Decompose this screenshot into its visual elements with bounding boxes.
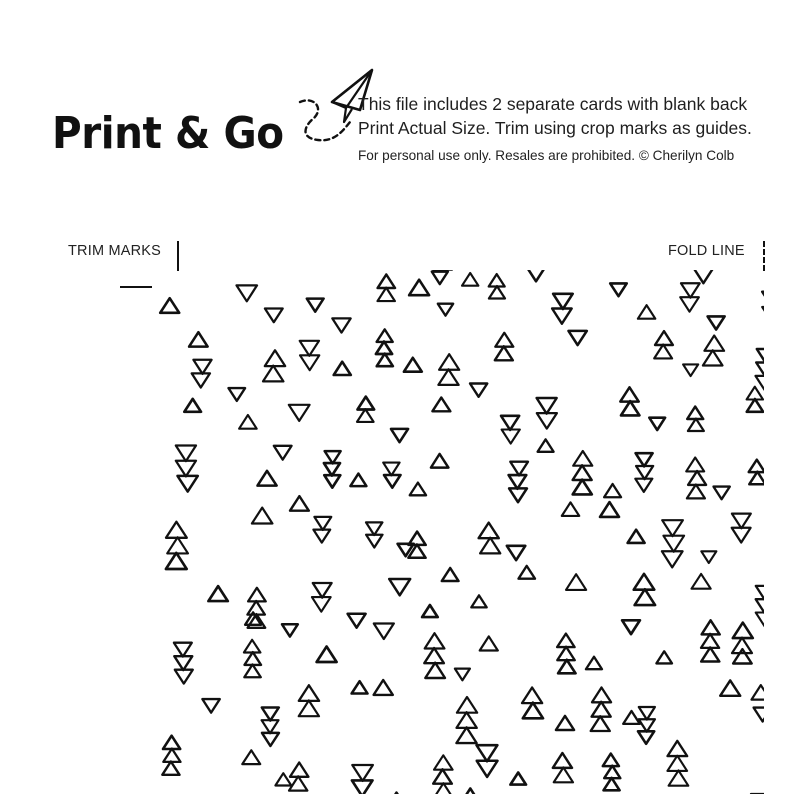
triangle-shape <box>192 373 210 387</box>
triangle-shape <box>502 430 520 444</box>
triangle-shape <box>324 475 340 487</box>
triangle-shape <box>638 305 655 319</box>
triangle-shape <box>569 331 587 345</box>
triangle-shape <box>656 651 672 663</box>
triangle-shape <box>636 453 653 466</box>
triangle-shape <box>703 350 723 365</box>
triangle-shape <box>668 741 688 756</box>
triangle-shape <box>693 270 714 283</box>
logo-wordmark: Print & Go <box>52 108 284 159</box>
triangle-shape <box>747 387 763 400</box>
triangle-shape <box>378 288 395 302</box>
triangle-shape <box>438 369 458 385</box>
triangle-shape <box>522 688 542 704</box>
triangle-shape <box>389 579 410 595</box>
triangle-shape <box>628 530 645 543</box>
info-copyright-line: For personal use only. Resales are prohibited. © Cherilyn Colb <box>358 148 735 163</box>
triangle-shape <box>456 727 476 743</box>
triangle-shape <box>554 767 573 782</box>
triangle-shape <box>462 789 478 794</box>
triangle-shape <box>538 439 554 451</box>
triangle-shape <box>377 354 393 367</box>
triangle-shape <box>162 762 179 775</box>
triangle-pattern-drawing <box>150 270 764 794</box>
triangle-shape <box>604 484 621 497</box>
trim-mark-vertical <box>177 241 179 271</box>
info-print-line: Print Actual Size. Trim using crop marks as guides. <box>358 118 752 138</box>
triangle-shape <box>480 538 500 554</box>
fold-line-label: FOLD LINE <box>668 243 745 259</box>
triangle-shape <box>733 623 753 639</box>
triangle-shape <box>184 399 201 412</box>
triangle-shape <box>325 451 341 463</box>
triangle-shape <box>509 475 527 489</box>
triangle-shape <box>733 649 752 663</box>
triangle-shape <box>489 274 505 286</box>
triangle-shape <box>639 719 655 732</box>
triangle-shape <box>313 530 330 543</box>
triangle-shape <box>262 708 279 721</box>
triangle-shape <box>586 657 602 670</box>
triangle-shape <box>562 502 579 516</box>
triangle-shape <box>178 476 198 492</box>
triangle-shape <box>523 703 543 719</box>
triangle-shape <box>378 275 395 289</box>
triangle-shape <box>404 358 422 372</box>
triangle-shape <box>384 475 401 488</box>
triangle-shape <box>252 508 273 524</box>
triangle-shape <box>433 769 452 783</box>
triangle-shape <box>263 366 283 382</box>
triangle-shape <box>527 270 545 281</box>
triangle-shape <box>662 551 683 567</box>
triangle-shape <box>714 487 730 500</box>
triangle-shape <box>510 462 528 476</box>
triangle-shape <box>756 586 764 600</box>
triangle-shape <box>537 413 557 429</box>
print-and-go-logo <box>52 62 342 182</box>
triangle-shape <box>604 778 620 791</box>
triangle-shape <box>667 756 687 771</box>
triangle-shape <box>312 597 331 612</box>
triangle-shape <box>409 280 429 296</box>
triangle-shape <box>314 517 331 530</box>
triangle-shape <box>537 398 557 414</box>
triangle-shape <box>489 286 505 298</box>
triangle-shape <box>377 329 393 342</box>
triangle-shape <box>352 780 373 794</box>
triangle-shape <box>300 341 319 356</box>
triangle-shape <box>470 384 487 397</box>
triangle-shape <box>604 766 620 779</box>
triangle-shape <box>681 283 700 297</box>
triangle-shape <box>603 754 619 767</box>
triangle-shape <box>757 349 764 363</box>
triangle-shape <box>438 304 453 316</box>
triangle-shape <box>174 643 192 657</box>
triangle-shape <box>332 318 350 332</box>
triangle-shape <box>639 707 655 720</box>
triangle-shape <box>265 309 283 323</box>
triangle-shape <box>175 670 193 684</box>
triangle-shape <box>275 773 291 785</box>
triangle-shape <box>762 307 764 323</box>
triangle-shape <box>242 750 260 764</box>
triangle-shape <box>635 589 656 605</box>
triangle-shape <box>687 485 705 499</box>
triangle-shape <box>425 663 445 678</box>
triangle-shape <box>324 463 340 476</box>
triangle-shape <box>274 446 292 460</box>
triangle-shape <box>655 331 673 345</box>
triangle-shape <box>366 535 382 548</box>
triangle-shape <box>265 350 285 366</box>
triangle-shape <box>756 599 764 613</box>
triangle-shape <box>290 763 308 777</box>
triangle-shape <box>334 362 351 375</box>
triangle-shape <box>592 702 611 717</box>
triangle-shape <box>701 634 719 648</box>
triangle-shape <box>383 463 399 476</box>
triangle-shape <box>357 409 374 422</box>
triangle-shape <box>409 532 426 545</box>
triangle-shape <box>244 640 261 653</box>
triangle-shape <box>701 551 716 563</box>
card-triangle-pattern <box>150 270 764 794</box>
triangle-shape <box>431 454 449 468</box>
triangle-shape <box>457 712 477 728</box>
triangle-shape <box>752 685 765 700</box>
triangle-shape <box>442 568 459 581</box>
triangle-shape <box>202 699 219 713</box>
triangle-shape <box>686 458 704 472</box>
triangle-shape <box>749 460 764 472</box>
triangle-shape <box>638 731 654 744</box>
triangle-shape <box>366 522 382 535</box>
triangle-shape <box>237 285 258 301</box>
triangle-shape <box>477 745 498 761</box>
triangle-shape <box>432 272 448 285</box>
triangle-shape <box>507 546 526 560</box>
triangle-shape <box>477 761 498 777</box>
triangle-shape <box>166 522 187 538</box>
triangle-shape <box>553 294 573 309</box>
triangle-shape <box>462 273 478 286</box>
triangle-shape <box>350 474 366 487</box>
triangle-shape <box>229 388 246 401</box>
triangle-shape <box>290 496 309 511</box>
triangle-shape <box>756 363 764 377</box>
triangle-shape <box>167 537 188 553</box>
triangle-shape <box>558 660 575 674</box>
triangle-shape <box>557 647 575 661</box>
triangle-shape <box>702 620 720 634</box>
triangle-shape <box>662 520 683 536</box>
triangle-shape <box>176 446 196 462</box>
triangle-shape <box>732 528 751 543</box>
triangle-shape <box>704 336 724 351</box>
triangle-shape <box>163 749 180 762</box>
triangle-shape <box>756 376 765 390</box>
triangle-shape <box>501 416 519 430</box>
triangle-shape <box>455 669 470 681</box>
triangle-shape <box>732 514 751 529</box>
triangle-shape <box>174 656 192 670</box>
triangle-shape <box>749 472 764 485</box>
triangle-shape <box>300 355 319 370</box>
triangle-shape <box>376 342 392 355</box>
triangle-shape <box>495 346 513 360</box>
triangle-shape <box>573 480 592 495</box>
triangle-shape <box>557 634 575 648</box>
triangle-shape <box>245 652 262 665</box>
triangle-shape <box>258 471 277 486</box>
triangle-shape <box>622 620 640 634</box>
triangle-shape <box>307 299 324 312</box>
info-cards-line: This file includes 2 separate cards with blank back <box>358 94 748 114</box>
triangle-shape <box>208 586 227 601</box>
triangle-shape <box>262 733 279 746</box>
triangle-shape <box>747 399 764 412</box>
triangle-shape <box>289 776 307 790</box>
triangle-shape <box>410 483 426 496</box>
triangle-shape <box>480 636 498 650</box>
triangle-shape <box>471 595 486 607</box>
triangle-shape <box>457 697 477 713</box>
triangle-shape <box>239 415 257 429</box>
triangle-shape <box>248 588 266 602</box>
triangle-shape <box>424 648 444 663</box>
triangle-shape <box>193 360 211 374</box>
triangle-shape <box>247 601 265 615</box>
triangle-shape <box>634 574 655 590</box>
triangle-shape <box>282 624 298 636</box>
triangle-shape <box>762 292 764 308</box>
file-info <box>358 92 794 166</box>
fold-line-mark <box>763 241 765 271</box>
triangle-shape <box>374 680 393 695</box>
triangle-shape <box>262 720 279 733</box>
triangle-shape <box>176 461 196 477</box>
triangle-shape <box>683 364 698 376</box>
triangle-shape <box>352 681 368 693</box>
triangle-shape <box>374 624 394 640</box>
triangle-shape <box>620 387 638 401</box>
triangle-shape <box>358 397 375 410</box>
triangle-shape <box>391 429 408 442</box>
triangle-shape <box>299 685 319 701</box>
triangle-shape <box>610 283 627 296</box>
triangle-shape <box>687 407 703 419</box>
triangle-shape <box>189 332 208 346</box>
triangle-shape <box>636 466 653 479</box>
trim-marks-label: TRIM MARKS <box>68 243 162 259</box>
triangle-shape <box>479 523 499 539</box>
triangle-shape <box>163 736 180 749</box>
triangle-shape <box>244 665 260 678</box>
triangle-shape <box>649 418 665 430</box>
triangle-shape <box>160 298 179 313</box>
triangle-shape <box>680 297 699 312</box>
triangle-shape <box>754 708 764 722</box>
triangle-shape <box>663 536 684 552</box>
triangle-shape <box>720 680 740 695</box>
triangle-shape <box>556 716 574 730</box>
triangle-shape <box>701 648 719 662</box>
triangle-shape <box>669 770 689 785</box>
triangle-shape <box>600 502 619 517</box>
triangle-shape <box>708 316 725 329</box>
triangle-shape <box>573 465 592 480</box>
triangle-shape <box>692 574 711 589</box>
triangle-shape <box>495 333 513 347</box>
triangle-shape <box>635 479 652 492</box>
triangle-shape <box>510 773 526 785</box>
triangle-shape <box>591 716 610 731</box>
triangle-shape <box>299 700 319 716</box>
triangle-shape <box>313 583 332 598</box>
triangle-shape <box>621 401 639 415</box>
triangle-shape <box>553 753 572 768</box>
triangle-shape <box>654 345 672 359</box>
triangle-shape <box>432 398 450 412</box>
triangle-shape <box>425 633 445 648</box>
triangle-shape <box>289 405 310 421</box>
triangle-shape <box>592 688 611 703</box>
triangle-shape <box>439 354 459 370</box>
triangle-shape <box>166 553 187 569</box>
triangle-shape <box>688 471 706 485</box>
triangle-shape <box>348 614 366 628</box>
triangle-shape <box>352 765 373 781</box>
trim-mark-horizontal <box>120 286 152 288</box>
triangle-shape <box>566 574 586 590</box>
triangle-shape <box>573 451 592 466</box>
triangle-shape <box>756 613 764 627</box>
triangle-shape <box>519 566 536 579</box>
triangle-shape <box>317 647 337 663</box>
triangle-shape <box>623 711 640 724</box>
triangle-shape <box>688 419 704 431</box>
triangle-shape <box>422 605 438 617</box>
triangle-shape <box>552 309 572 324</box>
triangle-shape <box>509 488 527 502</box>
triangle-shape <box>434 755 453 769</box>
